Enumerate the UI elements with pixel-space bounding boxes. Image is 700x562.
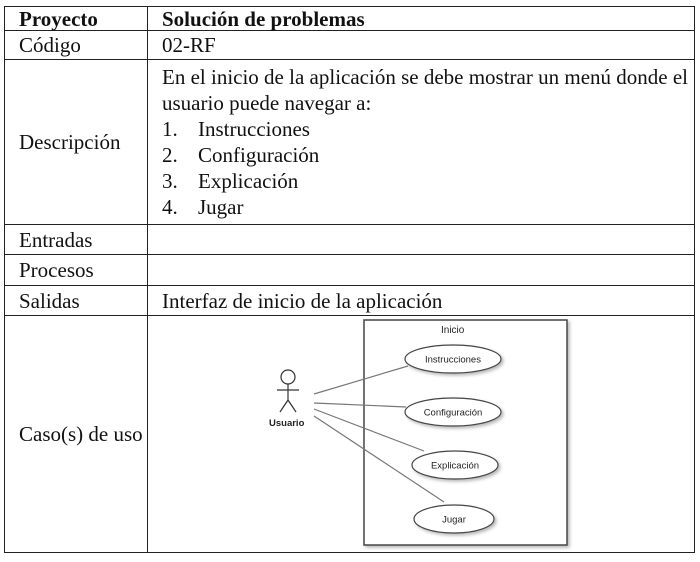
entradas-label: Entradas [5,225,148,255]
list-item-text: Explicación [198,169,299,193]
row-salidas [5,286,695,316]
use-case-label: Jugar [442,514,466,526]
use-case-jugar [414,505,494,533]
menu-options-list [162,116,694,220]
list-item [162,116,694,142]
list-item-text: Jugar [198,195,244,219]
list-item [162,142,694,168]
descripcion-label: Descripción [5,60,148,225]
use-case-label: Explicación [430,460,480,472]
list-item-number: 1. [162,117,178,141]
row-codigo [5,31,695,60]
list-item-number: 3. [162,169,178,193]
use-case-configuracion [405,398,501,426]
list-item-text: Configuración [198,143,320,167]
use-case-explicacion [412,451,498,479]
system-boundary-label: Inicio [441,325,465,336]
header-project-label: Proyecto [5,7,148,31]
use-case-diagram [148,316,693,552]
codigo-label: Código [5,31,148,60]
procesos-value [148,255,695,286]
row-entradas [5,225,695,255]
list-item [162,168,694,194]
descripcion-intro: En el inicio de la aplicación se debe mostrar un menú donde el usuario puede navegar a: [162,65,688,115]
row-procesos [5,255,695,286]
codigo-value: 02-RF [148,31,695,60]
list-item-number: 2. [162,143,178,167]
list-item-number: 4. [162,195,178,219]
row-casos-de-uso [5,316,695,553]
salidas-value: Interfaz de inicio de la aplicación [148,286,695,316]
casos-label: Caso(s) de uso [5,316,148,553]
list-item-text: Instrucciones [198,117,310,141]
actor-label: Usuario [269,418,305,429]
header-row [5,7,695,31]
entradas-value [148,225,695,255]
salidas-label: Salidas [5,286,148,316]
list-item [162,194,694,220]
use-case-label: Configuración [423,407,483,419]
header-project-name: Solución de problemas [148,7,695,31]
descripcion-value [148,60,695,225]
actor-stick-figure-icon [277,370,299,412]
procesos-label: Procesos [5,255,148,286]
row-descripcion [5,60,695,225]
use-case-diagram-cell [148,316,695,553]
use-case-label: Instrucciones [425,354,481,366]
requirement-table [4,6,695,553]
use-case-instrucciones [405,345,501,373]
